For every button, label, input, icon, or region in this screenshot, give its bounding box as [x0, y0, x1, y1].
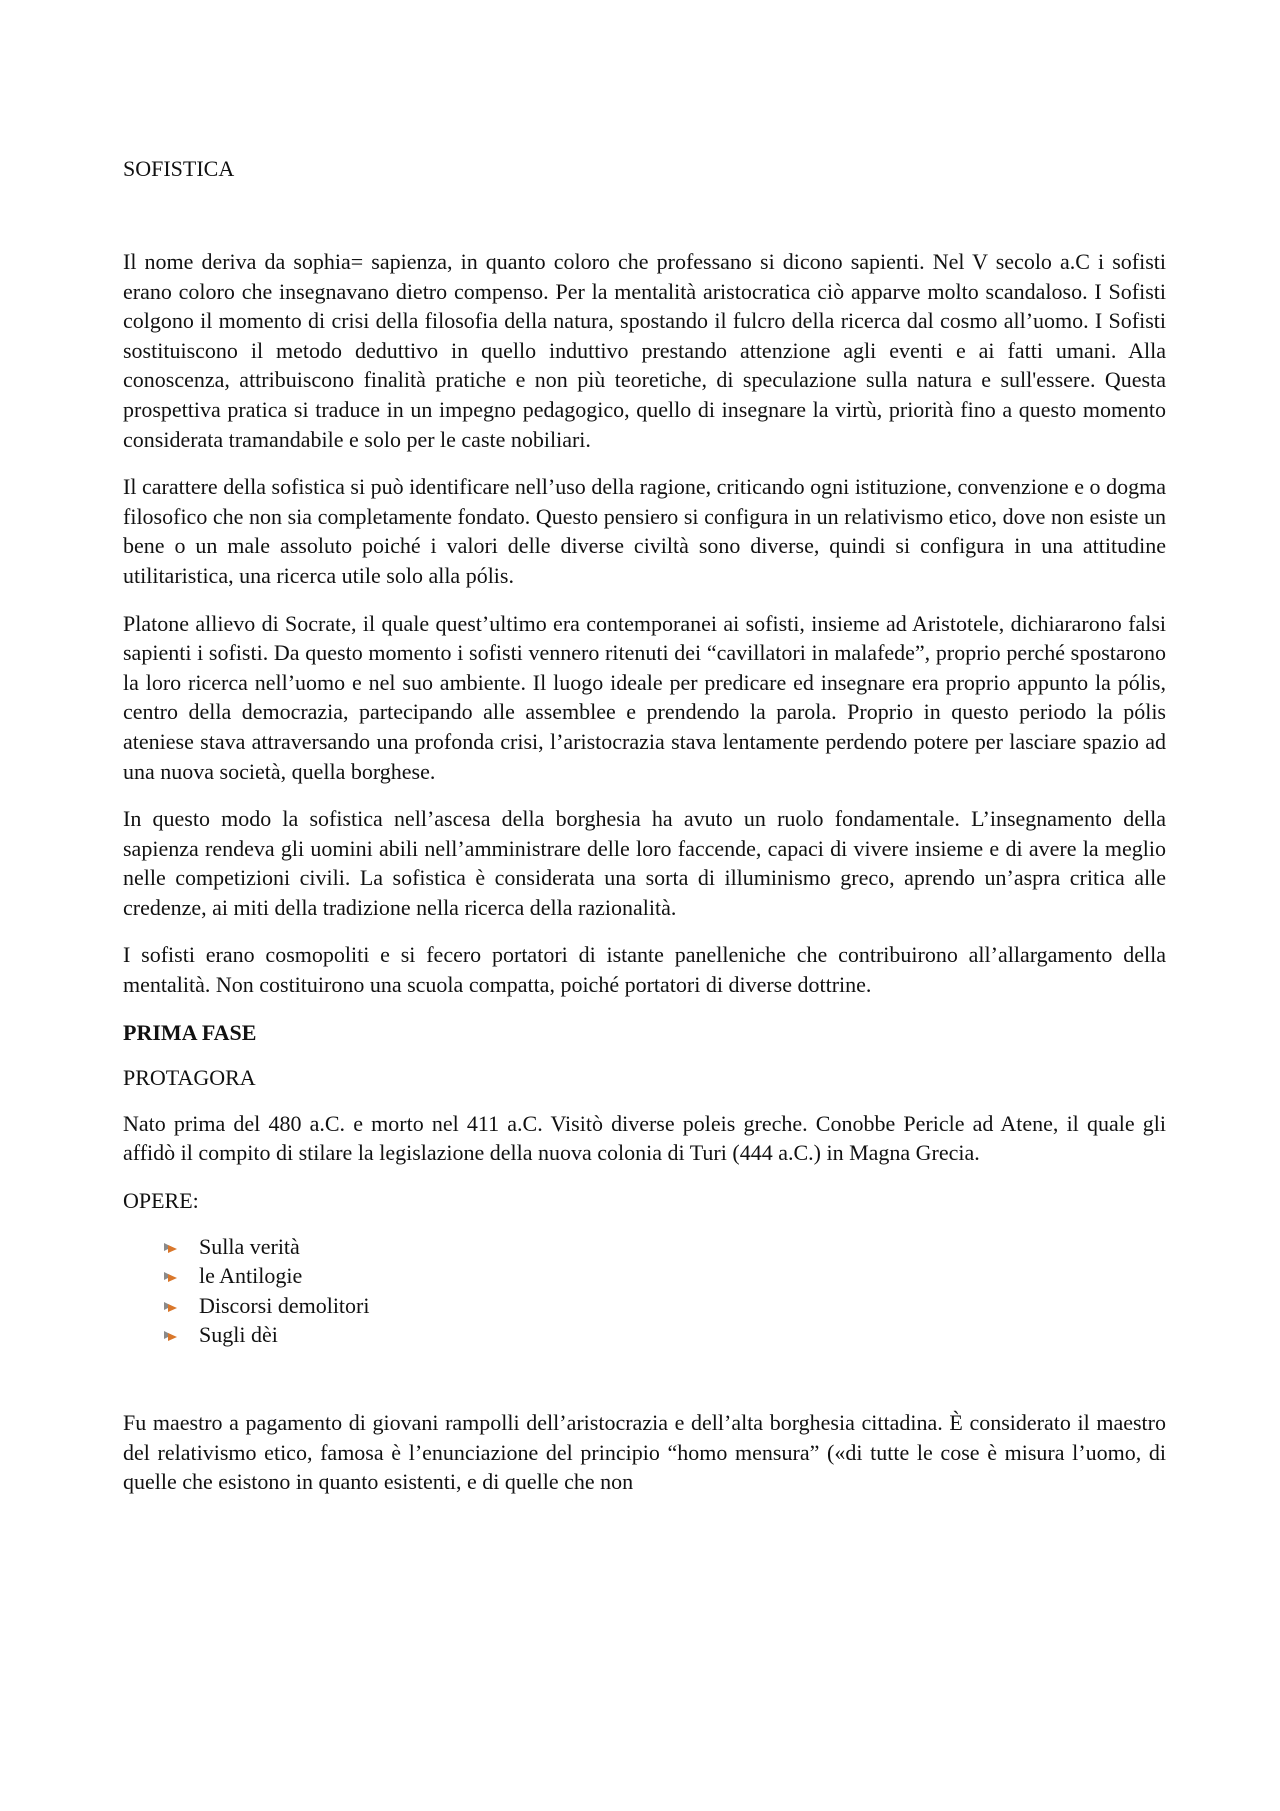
list-item: [163, 1320, 1166, 1350]
list-item: [163, 1232, 1166, 1262]
subheading: PROTAGORA: [123, 1065, 256, 1091]
section-heading: PRIMA FASE: [123, 1019, 257, 1045]
arrow-bullet-icon: [163, 1269, 179, 1283]
document-page: [123, 0, 1166, 1811]
paragraph-character: Il carattere della sofistica si può identificare nell’uso della ragione, criticando ogni istituzione, convenzione e o dogma filosofico che non sia completamente fondato. Questo pensiero si configura in un relativismo etico, dove non esiste un bene o un male assoluto poiché i valori delle diverse civiltà sono diverse, quindi si configura in una attitudine utilitaristica, una ricerca utile solo alla pólis.: [123, 474, 1166, 588]
document-body: [123, 247, 1166, 1515]
arrow-bullet-icon: [163, 1299, 179, 1313]
paragraph-borghesia: In questo modo la sofistica nell’ascesa della borghesia ha avuto un ruolo fondamentale. L’insegnamento della sapienza rendeva gli uomini abili nell’amministrare delle loro faccende, capaci di vivere insieme e di avere la meglio nelle competizioni civili. La sofistica è considerata una sorta di illuminismo greco, aprendo un’aspra critica alle credenze, ai miti della tradizione nella ricerca della razionalità.: [123, 806, 1166, 920]
paragraph-bio: Nato prima del 480 a.C. e morto nel 411 a.C. Visitò diverse poleis greche. Conobbe Pericle ad Atene, il quale gli affidò il compito di stilare la legislazione della nuova colonia di Turi (444 a.C.) in Magna Grecia.: [123, 1110, 1166, 1166]
paragraph-cosmopoliti: I sofisti erano cosmopoliti e si fecero portatori di istante panelleniche che contribuirono all’allargamento della mentalità. Non costituirono una scuola compatta, poiché portatori di diverse dottrine.: [123, 942, 1166, 998]
works-label: OPERE:: [123, 1188, 199, 1214]
arrow-bullet-icon: [163, 1328, 179, 1342]
work-title: Sugli dèi: [199, 1322, 278, 1348]
paragraph-closing: Fu maestro a pagamento di giovani rampolli dell’aristocrazia e dell’alta borghesia cittadina. È considerato il maestro del relativismo etico, famosa è l’enunciazione del principio “homo mensura” («di tutte le cose è misura l’uomo, di quelle che esistono in quanto esistenti, e di quelle che non: [123, 1410, 1166, 1495]
paragraph-intro: Il nome deriva da sophia= sapienza, in quanto coloro che professano si dicono sapienti. Nel V secolo a.C i sofisti erano coloro che insegnavano dietro compenso. Per la mentalità aristocratica ciò apparve molto scandaloso. I Sofisti colgono il momento di crisi della filosofia della natura, spostando il fulcro della ricerca dal cosmo all’uomo. I Sofisti sostituiscono il metodo deduttivo in quello induttivo prestando attenzione agli eventi e ai fatti umani. Alla conoscenza, attribuiscono finalità pratiche e non più teoretiche, di speculazione sulla natura e sull'essere. Questa prospettiva pratica si traduce in un impegno pedagogico, quello di insegnare la virtù, priorità fino a questo momento considerata tramandabile e solo per le caste nobiliari.: [123, 249, 1166, 452]
work-title: Discorsi demolitori: [199, 1292, 370, 1318]
list-item: [163, 1291, 1166, 1321]
arrow-bullet-icon: [163, 1240, 179, 1254]
blank-space: [123, 1350, 1166, 1408]
list-item: [163, 1261, 1166, 1291]
work-title: le Antilogie: [199, 1263, 303, 1289]
document-title: SOFISTICA: [123, 156, 235, 181]
paragraph-platone: Platone allievo di Socrate, il quale quest’ultimo era contemporanei ai sofisti, insieme ad Aristotele, dichiararono falsi sapienti i sofisti. Da questo momento i sofisti vennero ritenuti dei “cavillatori in malafede”, proprio perché spostarono la loro ricerca nell’uomo e nel suo ambiente. Il luogo ideale per predicare ed insegnare era proprio appunto la pólis, centro della democrazia, partecipando alle assemblee e prendendo la parola. Proprio in questo periodo la pólis ateniese stava attraversando una profonda crisi, l’aristocrazia stava lentamente perdendo potere per lasciare spazio ad una nuova società, quella borghese.: [123, 610, 1166, 784]
works-list: [123, 1232, 1166, 1350]
work-title: Sulla verità: [199, 1233, 300, 1259]
